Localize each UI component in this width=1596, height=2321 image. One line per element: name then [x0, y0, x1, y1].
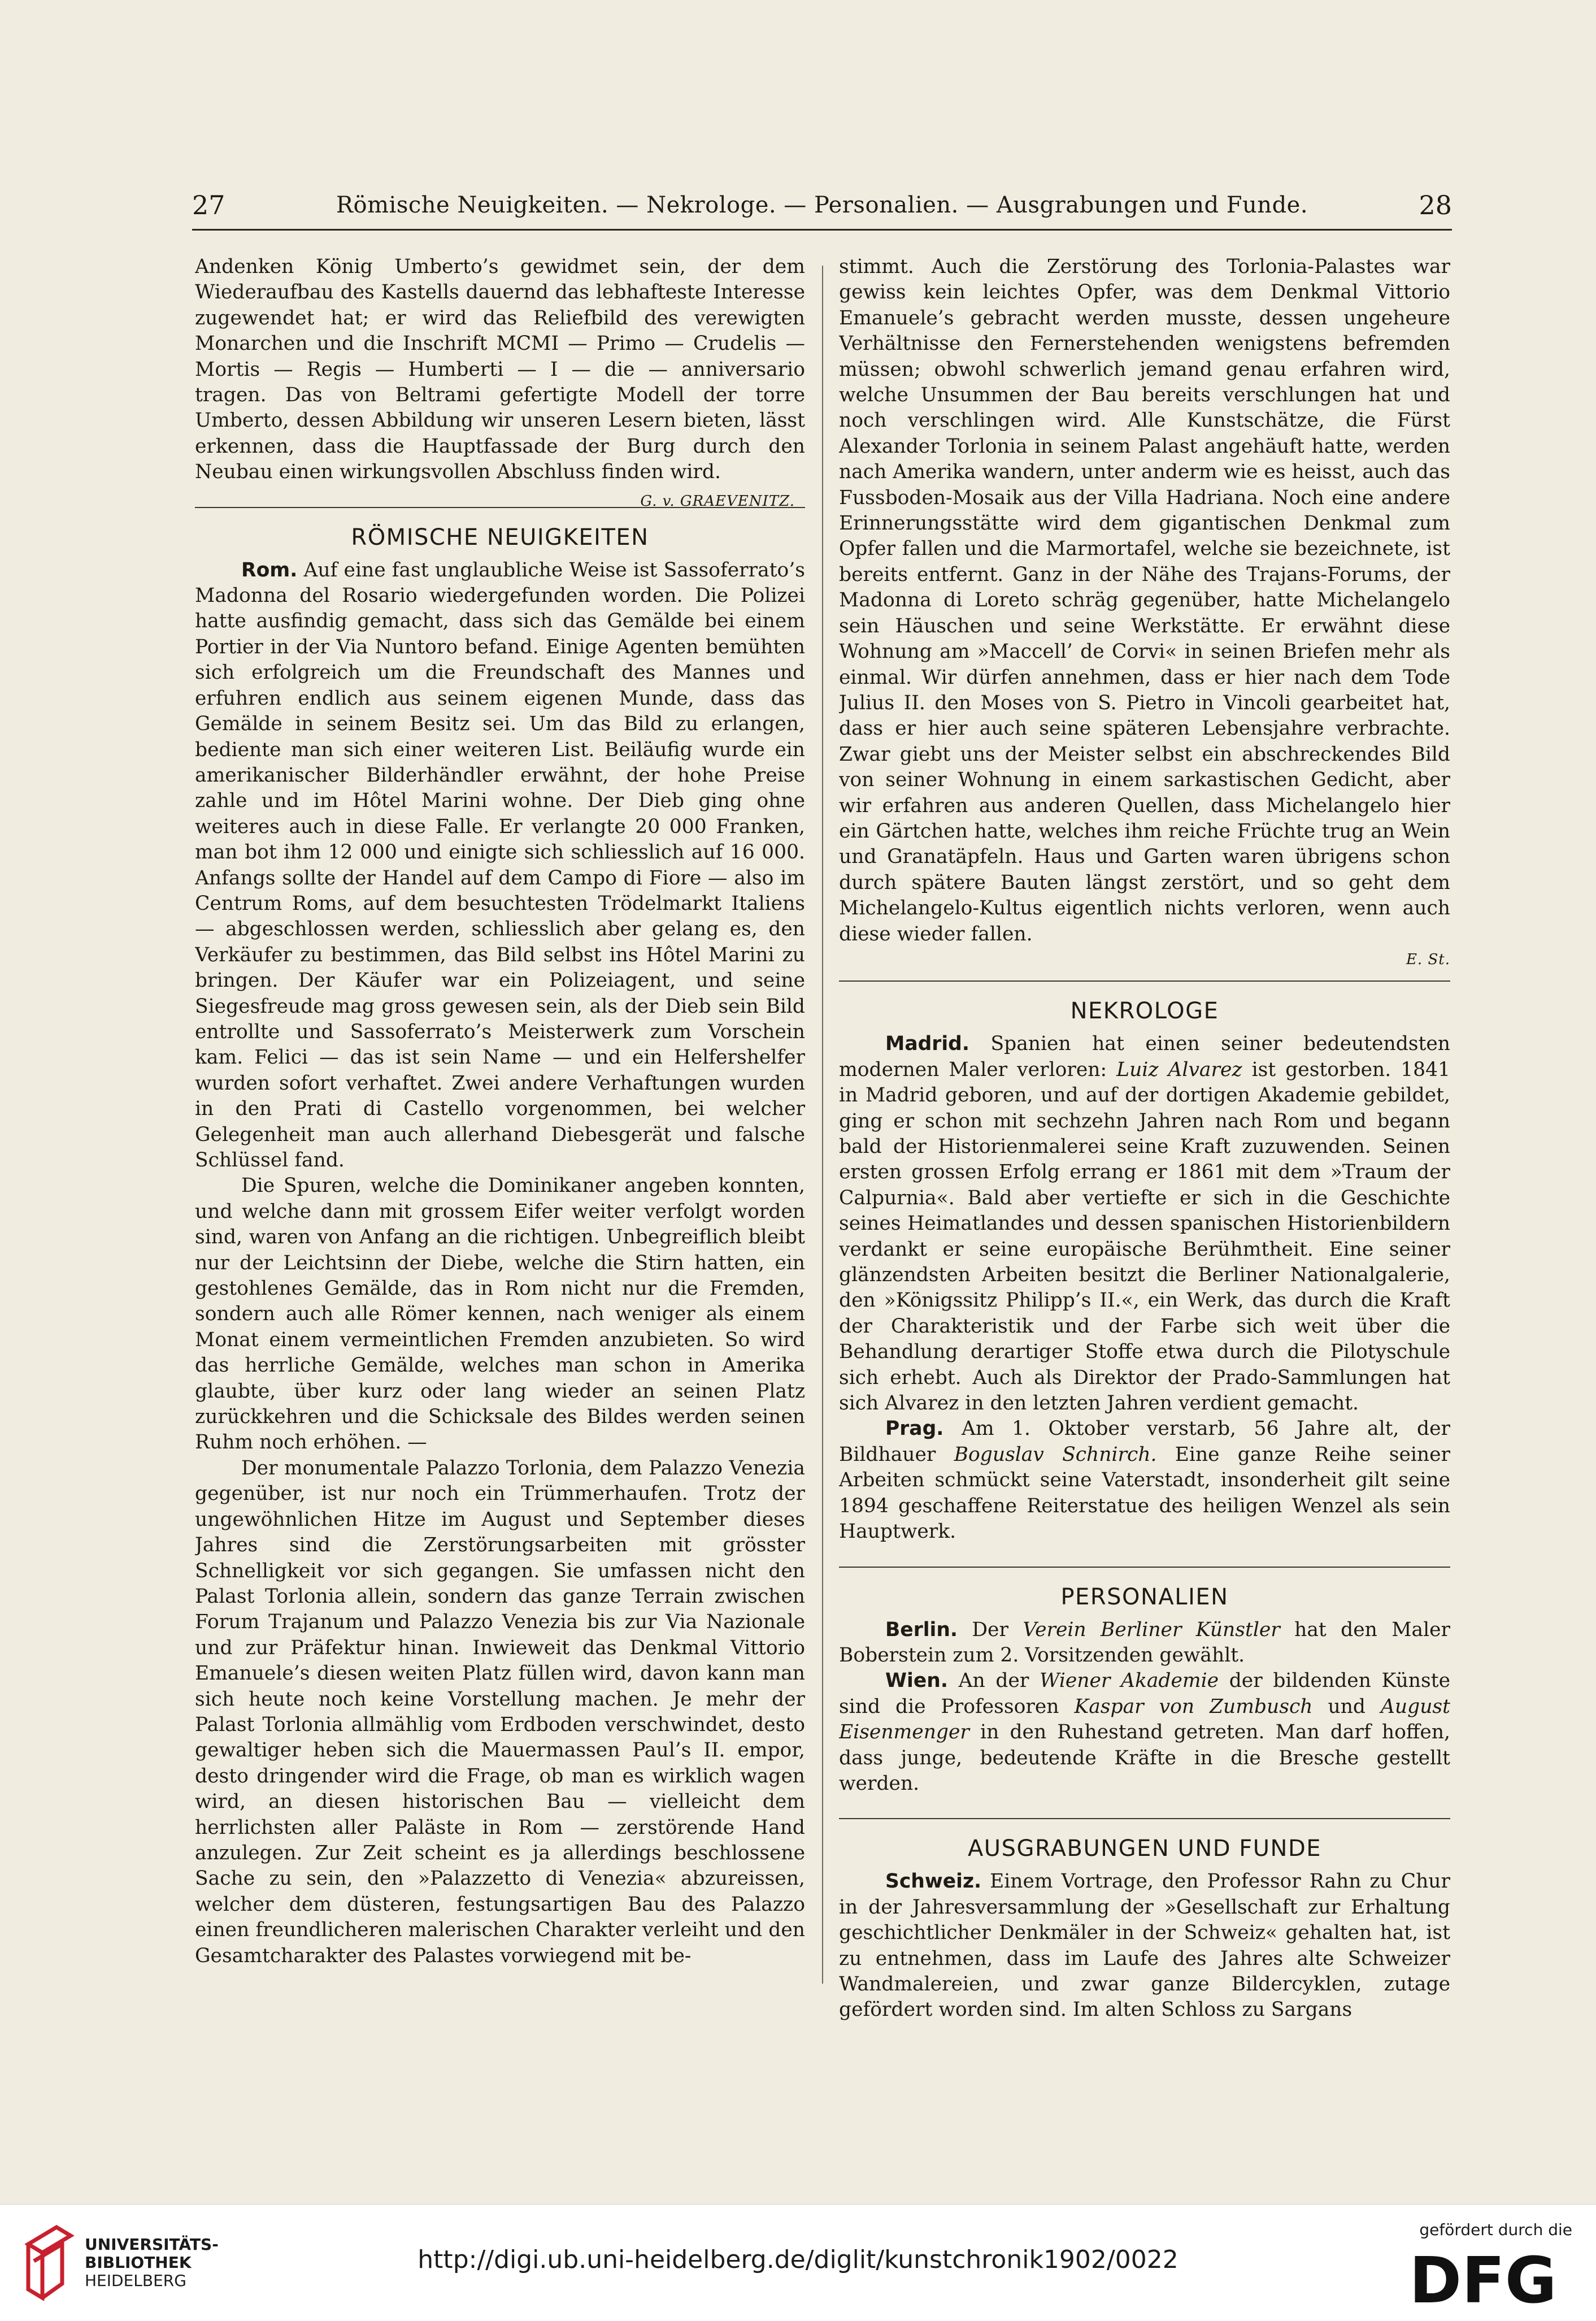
section-divider — [839, 1567, 1450, 1568]
dfg-logo-text: DFG — [1409, 2249, 1557, 2311]
madrid-lead: Madrid. — [885, 1032, 969, 1056]
signature-graevenitz: G. v. GRAEVENITZ. — [640, 492, 795, 510]
library-name-line-2: BIBLIOTHEK — [85, 2253, 192, 2272]
wien-text-a: An der — [958, 1669, 1029, 1693]
prag-lead: Prag. — [885, 1417, 944, 1441]
wien-paragraph — [839, 1668, 1450, 1797]
madrid-paragraph — [839, 1031, 1450, 1416]
right-column — [839, 254, 1450, 2034]
header-title: Römische Neuigkeiten. — Nekrologe. — Personalien. — Ausgrabungen und Funde. — [336, 192, 1308, 218]
signature-est: E. St. — [1406, 951, 1450, 968]
funder-label: gefördert durch die — [1419, 2220, 1572, 2239]
section-title-nekrologe: NEKROLOGE — [1070, 998, 1219, 1025]
page-number-right: 28 — [1419, 190, 1452, 220]
section-title-ausgrabungen-und-funde: AUSGRABUNGEN UND FUNDE — [967, 1836, 1322, 1862]
dfg-logo-icon — [1393, 2249, 1573, 2311]
prag-text-a: Am 1. Oktober verstarb, 56 Jahre alt, der Bildhauer — [839, 1417, 1450, 1466]
berlin-lead: Berlin. — [885, 1618, 958, 1641]
name-wiener-akademie: Wiener Akademie — [1039, 1669, 1219, 1693]
section-title-personalien: PERSONALIEN — [1060, 1584, 1229, 1610]
article-continuation — [195, 254, 805, 510]
rom-paragraph-1 — [195, 558, 805, 1174]
article-continuation-right: stimmt. Auch die Zerstörung des Torlonia-Palastes war gewiss kein leichtes Opfer, was dem Denkmal Vittorio Emanuele’s gebracht werden musste, dessen ungeheure Verhältnisse den Fernerstehenden wenigstens befremden müssen; obwohl schwerlich jemand genau erfahren wird, welche Unsummen der Bau bereits verschlungen hat und noch verschlingen wird. Alle Kunstschätze, die Fürst Alexander Torlonia in seinem Palast angehäuft hatte, werden nach Amerika wandern, unter anderm wie es heisst, auch das Fussboden-Mosaik aus der Villa Hadriana. Noch eine andere Erinnerungsstätte wird dem gigantischen Denkmal zum Opfer fallen und die Marmortafel, welche sie bezeichnete, ist bereits entfernt. Ganz in der Nähe des Trajans-Forums, der Madonna di Loreto schräg gegenüber, hatte Michelangelo sein Häuschen und seine Werkstätte. Er erwähnt diese Wohnung am »Maccell’ de Corvi« in seinen Briefen mehr als einmal. Wir dürfen annehmen, dass er hier nach dem Tode Julius II. den Moses von S. Pietro in Vincoli gearbeitet hat, dass er hier auch seine späteren Lebensjahre verbrachte. Zwar giebt uns der Meister selbst ein abschreckendes Bild von seiner Wohnung in einem sarkastischen Gedicht, aber wir erfahren aus anderen Quellen, dass Michelangelo hier ein Gärtchen hatte, welches ihm reiche Früchte trug an Wein und Granatäpfeln. Haus und Garten waren übrigens schon durch spätere Bauten längst zerstört, und so geht dem Michelangelo-Kultus eigentlich nichts verloren, wenn auch diese wieder fallen. — [839, 255, 1450, 945]
berlin-text-b: hat den Maler Boberstein zum 2. Vorsitzenden gewählt. — [839, 1618, 1450, 1667]
berlin-text-a: Der — [972, 1618, 1008, 1641]
prag-paragraph — [839, 1416, 1450, 1545]
schweiz-paragraph — [839, 1869, 1450, 2023]
name-verein-berliner-kuenstler: Verein Berliner Künstler — [1023, 1618, 1280, 1641]
wien-lead: Wien. — [885, 1669, 948, 1693]
library-name-line-3: HEIDELBERG — [85, 2271, 186, 2290]
section-title-roemische-neuigkeiten: RÖMISCHE NEUIGKEITEN — [351, 524, 649, 550]
rom-lead: Rom. — [241, 558, 298, 582]
wien-text-c: und — [1328, 1695, 1366, 1718]
wien-text-b: der bildenden Künste sind die Professoren — [839, 1669, 1450, 1718]
library-name-line-1: UNIVERSITÄTS- — [85, 2235, 219, 2254]
prag-text-b: Eine ganze Reihe seiner Arbeiten schmückt seine Vaterstadt, insonderheit gilt seine 1894 geschaffene Reiterstatue des heiligen Wenzel als sein Hauptwerk. — [839, 1443, 1450, 1543]
schweiz-text: Einem Vortrage, den Professor Rahn zu Chur in der Jahresversammlung der »Gesellschaft zur Erhaltung geschichtlicher Denkmäler in der Schweiz« gehalten hat, ist zu entnehmen, dass im Laufe des Jahres alte Schweizer Wandmalereien, und zwar ganze Bildercyklen, zutage gefördert worden sind. Im alten Schloss zu Sargans — [839, 1870, 1450, 2021]
rom-text-1: Auf eine fast unglaubliche Weise ist Sassoferrato’s Madonna del Rosario wiedergefunden worden. Die Polizei hatte ausfindig gemacht, dass sich das Gemälde bei einem Portier in der Via Nuntoro befand. Einige Agenten bemühten sich erfolgreich um die Freundschaft des Mannes und erfuhren endlich aus seinem eigenen Munde, dass das Gemälde in seinem Besitz sei. Um das Bild zu erlangen, bediente man sich einer weiteren List. Beiläufig wurde ein amerikanischer Bilderhändler erwähnt, der hohe Preise zahle und im Hôtel Marini wohne. Der Dieb ging ohne weiteres auch in diese Falle. Er verlangte 20 000 Franken, man bot ihm 12 000 und einigte sich schliesslich auf 16 000. Anfangs sollte der Handel auf dem Campo di Fiore — also im Centrum Roms, auf dem besuchtesten Trödelmarkt Italiens — abgeschlossen werden, schliesslich aber gelang es, den Verkäufer zu bestimmen, das Bild selbst ins Hôtel Marini zu bringen. Der Käufer war ein Polizeiagent, und seine Siegesfreude mag gross gewesen sein, als der Dieb sein Bild entrollte und Sassoferrato’s Meisterwerk zum Vorschein kam. Felici — das ist sein Name — und ein Helfershelfer wurden sofort verhaftet. Zwei andere Verhaftungen wurden in den Prati di Castello vorgenommen, bei welcher Gelegenheit man auch allerhand Diebesgerät und falsche Schlüssel fand. — [195, 558, 805, 1172]
schweiz-lead: Schweiz. — [885, 1870, 982, 1893]
section-divider — [839, 981, 1450, 982]
page-number-left: 27 — [192, 190, 225, 220]
wien-text-d: in den Ruhestand getreten. Man darf hoffen, dass junge, bedeutende Kräfte in die Bresche gestellt werden. — [839, 1721, 1450, 1795]
left-column — [195, 254, 805, 2034]
section-divider — [839, 1818, 1450, 1819]
permalink-url[interactable]: http://digi.ub.uni-heidelberg.de/diglit/kunstchronik1902/0022 — [418, 2245, 1178, 2274]
madrid-text-b: ist gestorben. 1841 in Madrid geboren, und auf der dortigen Akademie gebildet, ging er schon mit sechzehn Jahren nach Rom und begann bald der Historienmalerei seine Kraft zuzuwenden. Seinen ersten grossen Erfolg errang er 1861 mit dem »Traum der Calpurnia«. Bald aber vertiefte er sich in die Geschichte seines Heimatlandes und dessen spanischen Historienbildern verdankt er seine europäische Berühmtheit. Eine seiner glänzendsten Arbeiten besitzt die Berliner Nationalgalerie, den »Königssitz Philipp’s II.«, ein Werk, das durch die Kraft der Charakteristik und der Farbe sich weit über die Behandlung derartiger Stoffe etwa durch die Pilotyschule sich erhebt. Auch als Direktor der Prado-Sammlungen hat sich Alvarez in den letzten Jahren verdient gemacht. — [839, 1058, 1450, 1415]
name-kaspar-von-zumbusch: Kaspar von Zumbusch — [1074, 1695, 1313, 1718]
name-luiz-alvarez: Luiz Alvarez — [1116, 1058, 1242, 1081]
continuation-text: Andenken König Umberto’s gewidmet sein, der dem Wiederaufbau des Kastells dauernd das lebhafteste Interesse zugewendet hat; er wird das Reliefbild des verewigten Monarchen und die Inschrift MCMI — Primo — Crudelis — Mortis — Regis — Humberti — I — die — anniversario tragen. Das von Beltrami gefertigte Modell der torre Umberto, dessen Abbildung wir unseren Lesern bieten, lässt erkennen, dass die Hauptfassade der Burg durch den Neubau einen wirkungsvollen Abschluss finden wird. — [195, 255, 805, 484]
berlin-paragraph — [839, 1617, 1450, 1669]
column-divider — [822, 266, 823, 1984]
name-august-eisenmenger: August Eisenmenger — [839, 1695, 1450, 1744]
running-header — [192, 184, 1452, 231]
rom-paragraph-3: Der monumentale Palazzo Torlonia, dem Palazzo Venezia gegenüber, ist nur noch ein Trümmerhaufen. Trotz der ungewöhnlichen Hitze im August und September dieses Jahres sind die Zerstörungsarbeiten mit grösster Schnelligkeit vor sich gegangen. Sie umfassen nicht den Palast Torlonia allein, sondern das ganze Terrain zwischen Forum Trajanum und Palazzo Venezia bis zur Via Nazionale und zur Präfektur hinan. Inwieweit das Denkmal Vittorio Emanuele’s diesen weiten Platz füllen wird, davon kann man sich heute noch keine Vorstellung machen. Je mehr der Palast Torlonia allmählig vom Erdboden verschwindet, desto gewaltiger heben sich die Mauermassen Paul’s II. empor, desto dringender wird die Frage, ob man es wirklich wagen wird, an diesen historischen Bau — vielleicht dem herrlichsten aller Paläste in Rom — zerstörende Hand anzulegen. Zur Zeit scheint es ja allerdings beschlossene Sache zu sein, den »Palazzetto di Venezia« abzureissen, welcher dem düsteren, festungsartigen Bau des Palazzo einen freundlicheren malerischen Charakter verleiht und den Gesamtcharakter des Palastes vorwiegend mit be- — [195, 1456, 805, 1967]
madrid-text-a: Spanien hat einen seiner bedeutendsten modernen Maler verloren: — [839, 1032, 1450, 1081]
name-boguslav-schnirch: Boguslav Schnirch. — [954, 1443, 1157, 1466]
rom-paragraph-2: Die Spuren, welche die Dominikaner angeben konnten, und welche dann mit grossem Eifer weiter verfolgt worden sind, waren von Anfang an die richtigen. Unbegreiflich bleibt nur der Leichtsinn der Diebe, welche die Stirn hatten, ein gestohlenes Gemälde, das in Rom nicht nur die Fremden, sondern auch alle Römer kennen, nach weniger als einem Monat einem vermeintlichen Fremden anzubieten. So wird das herrliche Gemälde, welches man schon in Amerika glaubte, über kurz oder lang wieder an seinen Platz zurückkehren und die Schicksale des Bildes werden seinen Ruhm noch erhöhen. — — [195, 1174, 805, 1454]
digitization-footer — [0, 2204, 1596, 2321]
